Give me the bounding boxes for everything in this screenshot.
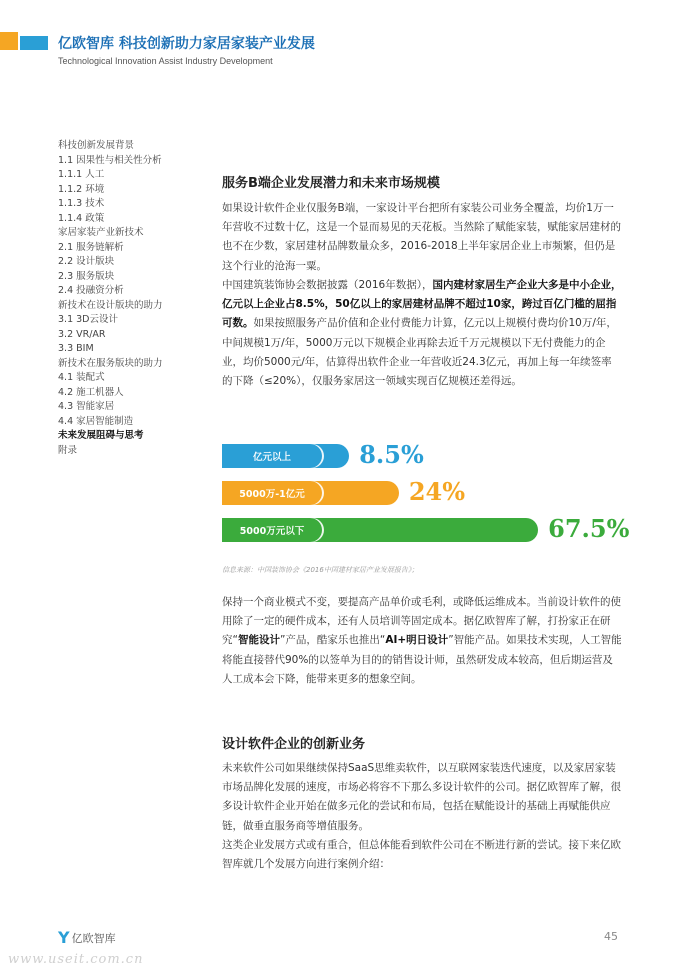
watermark: www.useit.com.cn: [8, 952, 144, 967]
header-accent-orange: [0, 32, 18, 50]
toc-item: 新技术在设计版块的助力: [58, 299, 163, 311]
toc-item: 2.1 服务链解析: [58, 241, 124, 253]
paragraph-cost: 保持一个商业模式不变，要提高产品单价或毛利，或降低运维成本。当前设计软件的使用除了一定的硬件成本，还有人员培训等固定成本。据亿欧智库了解，打扮家正在研究“智能设计”产品，酷家乐也推出“AI+明日设计”智能产品。如果技术实现，人工智能将能直接替代90%的以签单为目的的销售设计师，虽然研发成本较高，但后期运营及人工成本会下降，能带来更多的想象空间。: [222, 596, 622, 685]
section-title-b2b: 服务B端企业发展潜力和未来市场规模: [222, 176, 440, 191]
paragraph-b2b-data: 中国建筑装饰协会数据披露（2016年数据），国内建材家居生产企业大多是中小企业，亿元以上企业占8.5%，50亿以上的家居建材品牌不超过10家，跨过百亿门槛的屈指可数。如果按照服务产品价值和企业付费能力计算，亿元以上规模付费均价10万/年，中间规模1万/年，5000万元以下规模企业再除去近千万元规模以下无付费能力的企业，均价5000元/年，估算得出软件企业一年营收近24.3亿元，再加上每一年续签率的下降（≤20%），仅服务家居这一领域实现百亿规模还差得远。: [222, 279, 622, 388]
paragraph-innovation-1: 未来软件公司如果继续保持SaaS思维卖软件，以互联网家装迭代速度，以及家居家装市场品牌化发展的速度，市场必将容不下那么多设计软件的公司。据亿欧智库了解，很多设计软件企业开始在做多元化的尝试和布局，包括在赋能设计的基础上再赋能供应链，做垂直服务商等增值服务。: [222, 762, 621, 832]
toc-item: 3.2 VR/AR: [58, 328, 106, 340]
paragraph-innovation-2: 这类企业发展方式或有重合，但总体能看到软件公司在不断进行新的尝试。接下来亿欧智库就几个发展方向进行案例介绍：: [222, 839, 621, 871]
toc-item: 1.1.1 人工: [58, 169, 105, 180]
toc-item: 新技术在服务版块的助力: [58, 357, 163, 369]
bar-value-label: 24%: [408, 477, 466, 506]
toc-item: 1.1.4 政策: [58, 212, 105, 224]
logo-icon: Y: [58, 928, 70, 947]
toc-item: 1.1 因果性与相关性分析: [58, 154, 162, 166]
logo-text: 亿欧智库: [71, 931, 116, 945]
bar-category-label: 5000万-1亿元: [222, 481, 322, 505]
toc-item: 家居家装产业新技术: [58, 227, 144, 238]
toc-item: 2.2 设计版块: [58, 256, 115, 267]
toc-item: 4.1 装配式: [58, 372, 105, 383]
toc-item: 4.2 施工机器人: [58, 386, 124, 398]
source-note: 信息来源：中国装饰协会《2016中国建材家居产业发展报告》；: [222, 566, 419, 574]
bar-category-label: 5000万元以下: [222, 518, 322, 542]
toc-item: 1.1.2 环境: [58, 183, 105, 195]
toc-item: 3.3 BIM: [58, 343, 94, 354]
toc-item: 2.4 投融资分析: [58, 285, 124, 296]
page-title: 亿欧智库 科技创新助力家居家装产业发展: [58, 36, 315, 52]
bar-category-label: 亿元以上: [222, 444, 322, 468]
toc-item: 4.4 家居智能制造: [58, 415, 134, 427]
table-of-contents: [58, 139, 208, 458]
toc-item: 3.1 3D云设计: [58, 314, 118, 325]
footer-logo: [58, 928, 116, 947]
toc-item: 4.3 智能家居: [58, 401, 115, 412]
header-accent-blue: [20, 36, 48, 50]
toc-item: 科技创新发展背景: [58, 140, 135, 151]
toc-item: 1.1.3 技术: [58, 198, 105, 209]
toc-item: 2.3 服务版块: [58, 270, 115, 282]
page-number: 45: [604, 930, 618, 943]
page-subtitle: Technological Innovation Assist Industry Development: [58, 56, 273, 66]
toc-item: 未来发展阻碍与思考: [58, 430, 144, 441]
bar-value-label: 67.5%: [548, 514, 630, 543]
section-title-innovation: 设计软件企业的创新业务: [222, 737, 366, 752]
bar-value-label: 8.5%: [359, 440, 424, 469]
toc-item: 附录: [58, 444, 78, 456]
paragraph-b2b-intro: 如果设计软件企业仅服务B端，一家设计平台把所有家装公司业务全覆盖，均价1万一年营收不过数十亿，这是一个显而易见的天花板。当然除了赋能家装，赋能家居建材的也不在少数，家居建材品牌数量众多，2016-2018上半年家居企业上市频繁，但仍是这个行业的沧海一粟。: [222, 202, 621, 272]
